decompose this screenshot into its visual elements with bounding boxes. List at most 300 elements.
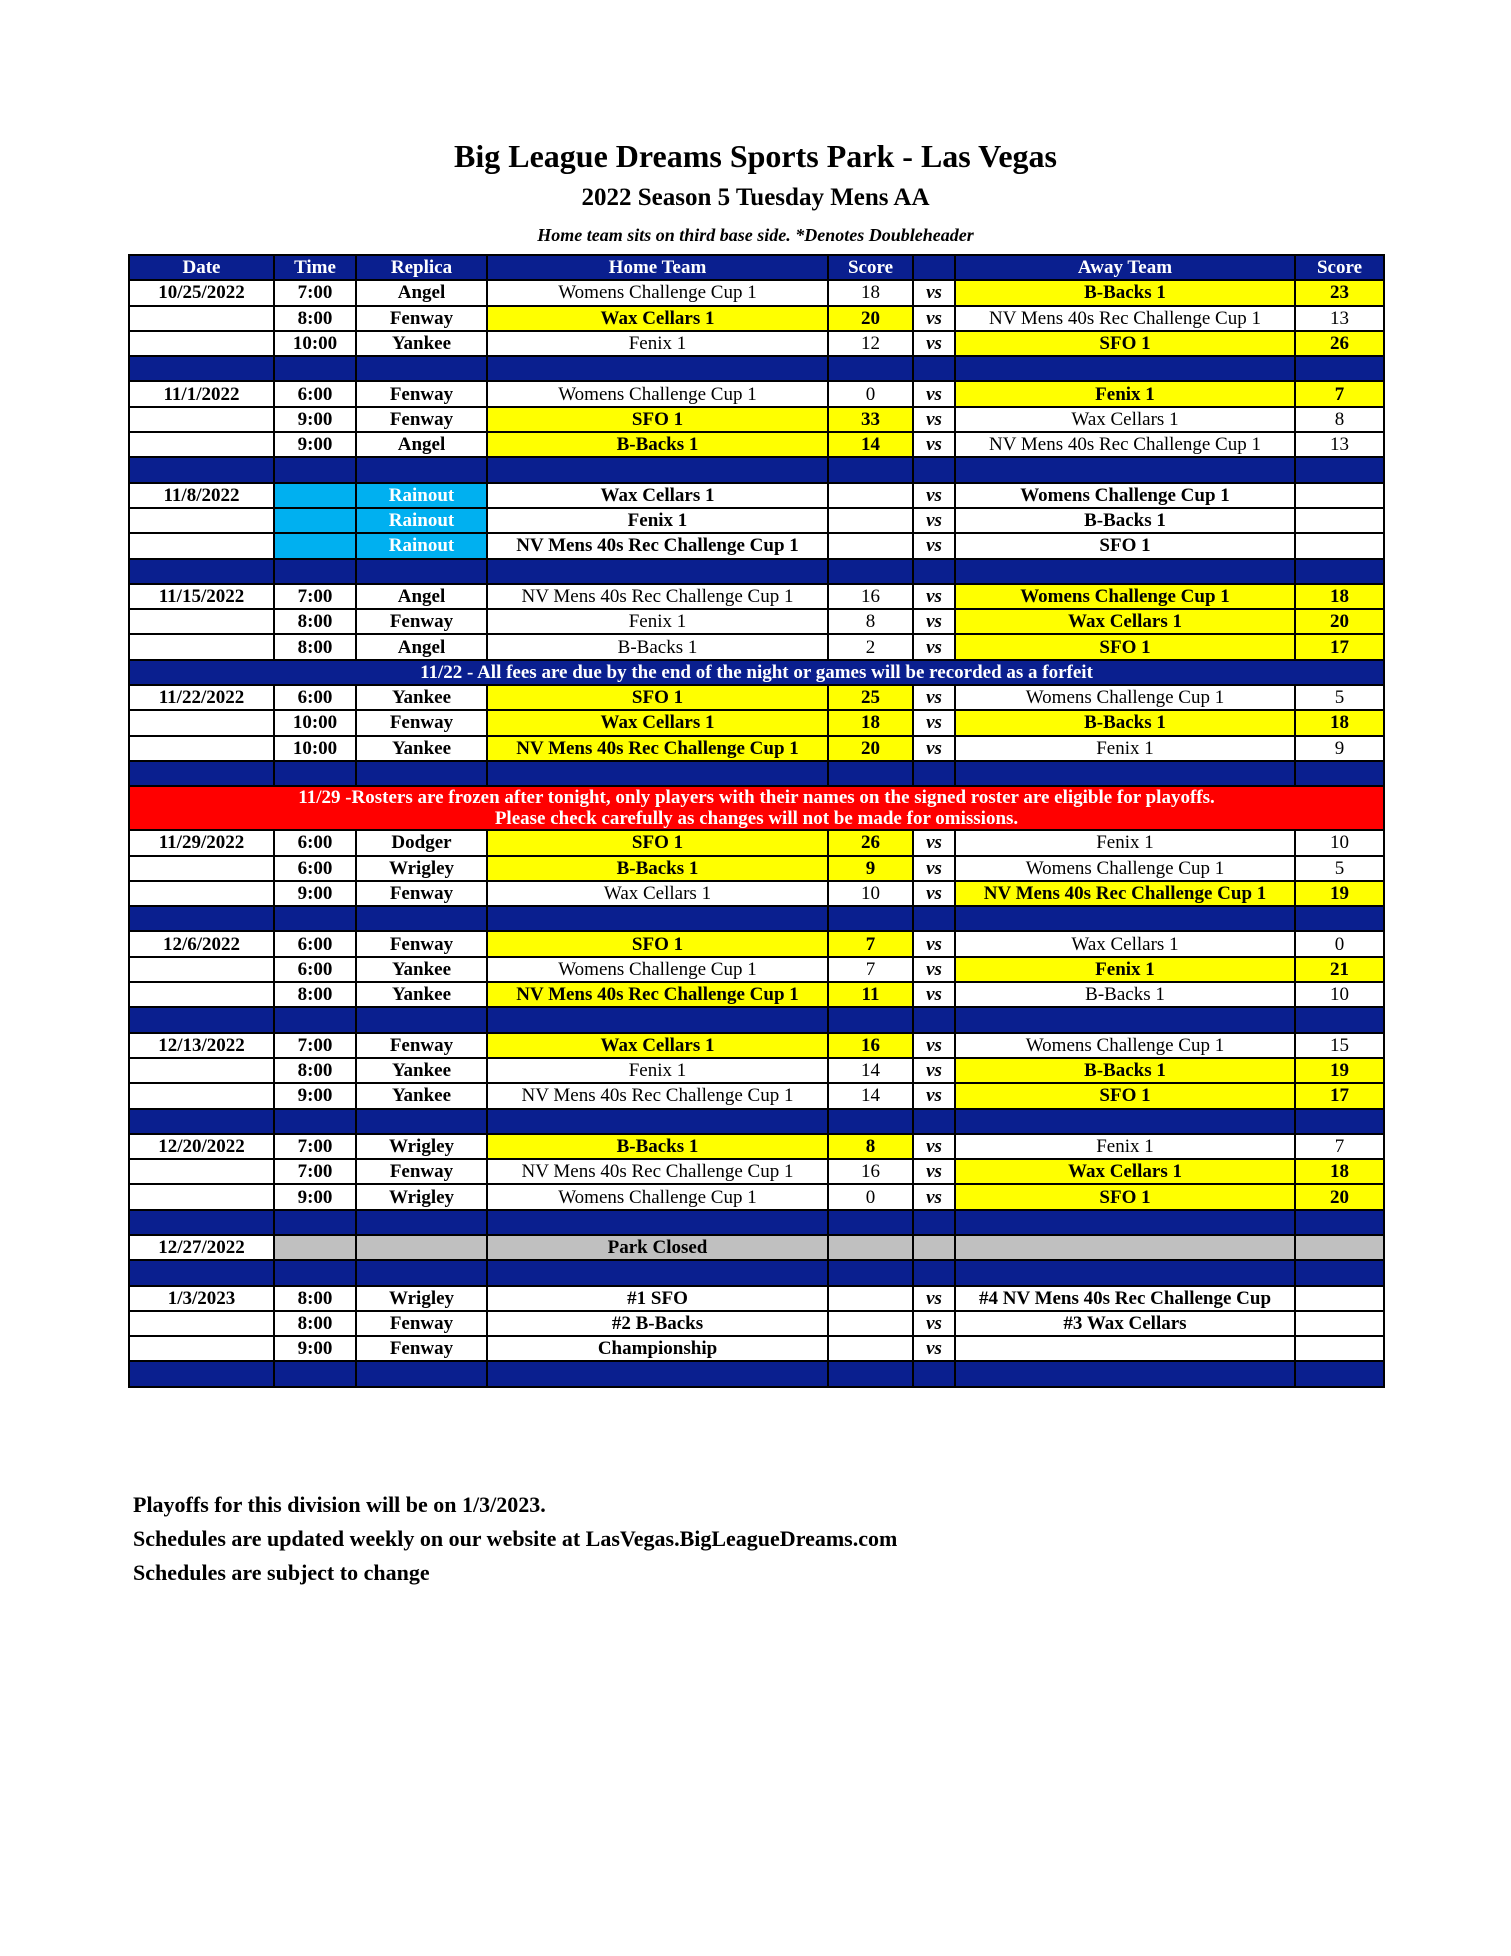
away-team-cell: NV Mens 40s Rec Challenge Cup 1 [955, 881, 1295, 906]
game-row [129, 1184, 1384, 1209]
away-team-cell: SFO 1 [955, 1083, 1295, 1108]
replica-cell: Fenway [356, 306, 487, 331]
separator-cell [274, 559, 356, 584]
time-cell: 7:00 [274, 1134, 356, 1159]
home-team-cell: Fenix 1 [487, 508, 828, 533]
date-cell: 11/8/2022 [129, 483, 274, 508]
game-row [129, 685, 1384, 710]
date-cell [129, 1083, 274, 1108]
away-team-cell: B-Backs 1 [955, 982, 1295, 1007]
home-score-cell: 0 [828, 381, 913, 406]
time-cell: 9:00 [274, 1083, 356, 1108]
time-cell [274, 483, 356, 508]
time-cell: 6:00 [274, 381, 356, 406]
separator-cell [356, 1260, 487, 1285]
separator-cell [274, 356, 356, 381]
home-score-cell: 8 [828, 1134, 913, 1159]
home-score-cell: 26 [828, 830, 913, 855]
time-cell: 7:00 [274, 584, 356, 609]
vs-cell: vs [913, 830, 955, 855]
home-team-cell: Championship [487, 1336, 828, 1361]
replica-cell: Yankee [356, 957, 487, 982]
home-team-cell: B-Backs 1 [487, 1134, 828, 1159]
separator-cell [356, 761, 487, 786]
home-score-cell [828, 1286, 913, 1311]
time-cell: 6:00 [274, 856, 356, 881]
away-team-cell: B-Backs 1 [955, 1058, 1295, 1083]
replica-cell: Dodger [356, 830, 487, 855]
vs-cell: vs [913, 584, 955, 609]
replica-cell [356, 1235, 487, 1260]
alert-line-1: 11/29 -Rosters are frozen after tonight, only players with their names on the signed roster are eligible for playoffs. [298, 787, 1215, 809]
home-score-cell [828, 508, 913, 533]
home-score-cell: 18 [828, 710, 913, 735]
vs-cell: vs [913, 736, 955, 761]
date-cell [129, 736, 274, 761]
vs-cell: vs [913, 710, 955, 735]
separator-cell [955, 1361, 1295, 1386]
replica-cell: Fenway [356, 407, 487, 432]
replica-cell: Fenway [356, 381, 487, 406]
separator-cell [129, 1007, 274, 1032]
separator-cell [487, 356, 828, 381]
home-team-cell: SFO 1 [487, 685, 828, 710]
game-row [129, 881, 1384, 906]
separator-cell [828, 356, 913, 381]
home-team-cell: SFO 1 [487, 830, 828, 855]
separator-cell [274, 457, 356, 482]
rainout-label: Rainout [356, 483, 487, 508]
home-team-cell: SFO 1 [487, 407, 828, 432]
away-team-cell: Womens Challenge Cup 1 [955, 856, 1295, 881]
separator-cell [1295, 356, 1384, 381]
replica-cell: Fenway [356, 931, 487, 956]
separator-cell [1295, 761, 1384, 786]
replica-cell: Fenway [356, 1311, 487, 1336]
replica-cell: Yankee [356, 331, 487, 356]
home-team-cell: Womens Challenge Cup 1 [487, 1184, 828, 1209]
separator-row [129, 1109, 1384, 1134]
separator-row [129, 1361, 1384, 1386]
separator-cell [274, 761, 356, 786]
date-cell [129, 856, 274, 881]
home-score-cell: 2 [828, 634, 913, 659]
home-score-cell: 25 [828, 685, 913, 710]
time-cell: 9:00 [274, 432, 356, 457]
separator-row [129, 559, 1384, 584]
col-header-time: Time [274, 255, 356, 280]
away-score-cell: 18 [1295, 1159, 1384, 1184]
page-title: Big League Dreams Sports Park - Las Vegas [454, 138, 1057, 174]
away-score-cell [1295, 1235, 1384, 1260]
time-cell: 7:00 [274, 1159, 356, 1184]
away-team-cell: NV Mens 40s Rec Challenge Cup 1 [955, 432, 1295, 457]
replica-cell: Angel [356, 634, 487, 659]
away-team-cell: SFO 1 [955, 634, 1295, 659]
col-header-away-team: Away Team [955, 255, 1295, 280]
separator-cell [487, 559, 828, 584]
rainout-label: Rainout [356, 533, 487, 558]
home-team-cell: NV Mens 40s Rec Challenge Cup 1 [487, 1159, 828, 1184]
separator-cell [487, 1260, 828, 1285]
vs-cell: vs [913, 685, 955, 710]
game-row [129, 634, 1384, 659]
home-score-cell: 33 [828, 407, 913, 432]
home-team-cell: Wax Cellars 1 [487, 306, 828, 331]
replica-cell: Yankee [356, 1083, 487, 1108]
game-row [129, 736, 1384, 761]
separator-row [129, 457, 1384, 482]
game-row [129, 957, 1384, 982]
away-team-cell: #4 NV Mens 40s Rec Challenge Cup [955, 1286, 1295, 1311]
vs-cell: vs [913, 381, 955, 406]
home-team-cell: NV Mens 40s Rec Challenge Cup 1 [487, 982, 828, 1007]
home-team-cell: Wax Cellars 1 [487, 1033, 828, 1058]
date-cell [129, 609, 274, 634]
replica-cell: Angel [356, 432, 487, 457]
date-cell [129, 957, 274, 982]
home-score-cell: 16 [828, 1033, 913, 1058]
time-cell: 8:00 [274, 1311, 356, 1336]
home-score-cell: 18 [828, 280, 913, 305]
separator-cell [955, 457, 1295, 482]
home-team-cell: #1 SFO [487, 1286, 828, 1311]
separator-row [129, 1007, 1384, 1032]
date-cell [129, 533, 274, 558]
time-cell: 6:00 [274, 957, 356, 982]
home-team-cell: SFO 1 [487, 931, 828, 956]
table-header-row [129, 255, 1384, 280]
vs-cell: vs [913, 1083, 955, 1108]
separator-cell [955, 906, 1295, 931]
home-team-cell: NV Mens 40s Rec Challenge Cup 1 [487, 584, 828, 609]
vs-cell: vs [913, 856, 955, 881]
home-score-cell [828, 533, 913, 558]
home-score-cell: 20 [828, 736, 913, 761]
col-header-replica: Replica [356, 255, 487, 280]
home-team-cell: #2 B-Backs [487, 1311, 828, 1336]
date-cell [129, 432, 274, 457]
separator-cell [828, 906, 913, 931]
away-score-cell [1295, 483, 1384, 508]
away-team-cell: SFO 1 [955, 1184, 1295, 1209]
game-row [129, 931, 1384, 956]
vs-cell: vs [913, 280, 955, 305]
away-score-cell: 13 [1295, 432, 1384, 457]
away-score-cell: 10 [1295, 830, 1384, 855]
separator-cell [828, 1210, 913, 1235]
game-row [129, 1159, 1384, 1184]
time-cell: 6:00 [274, 685, 356, 710]
time-cell: 7:00 [274, 280, 356, 305]
date-cell: 12/20/2022 [129, 1134, 274, 1159]
separator-cell [1295, 1007, 1384, 1032]
home-team-cell: Fenix 1 [487, 1058, 828, 1083]
away-score-cell: 19 [1295, 881, 1384, 906]
replica-cell: Fenway [356, 881, 487, 906]
separator-cell [828, 559, 913, 584]
col-header-date: Date [129, 255, 274, 280]
vs-cell: vs [913, 432, 955, 457]
time-cell: 8:00 [274, 306, 356, 331]
separator-cell [828, 457, 913, 482]
separator-cell [129, 559, 274, 584]
date-cell [129, 1058, 274, 1083]
separator-cell [1295, 1361, 1384, 1386]
away-score-cell [1295, 1336, 1384, 1361]
replica-cell: Yankee [356, 685, 487, 710]
vs-cell [913, 1235, 955, 1260]
home-team-cell: B-Backs 1 [487, 432, 828, 457]
replica-cell: Fenway [356, 1033, 487, 1058]
time-cell: 10:00 [274, 736, 356, 761]
vs-cell: vs [913, 957, 955, 982]
away-team-cell: Womens Challenge Cup 1 [955, 584, 1295, 609]
park-closed-row [129, 1235, 1384, 1260]
home-team-cell: Womens Challenge Cup 1 [487, 381, 828, 406]
separator-cell [828, 1109, 913, 1134]
footer-change-note: Schedules are subject to change [133, 1560, 430, 1585]
replica-cell: Wrigley [356, 856, 487, 881]
home-team-cell: Fenix 1 [487, 609, 828, 634]
schedule-table [128, 254, 1385, 1388]
away-score-cell: 5 [1295, 856, 1384, 881]
replica-cell: Angel [356, 584, 487, 609]
away-team-cell: Wax Cellars 1 [955, 407, 1295, 432]
separator-cell [487, 1361, 828, 1386]
time-cell: 9:00 [274, 881, 356, 906]
away-score-cell: 10 [1295, 982, 1384, 1007]
home-team-cell: NV Mens 40s Rec Challenge Cup 1 [487, 736, 828, 761]
notice-row [129, 660, 1384, 685]
date-cell [129, 407, 274, 432]
vs-cell: vs [913, 609, 955, 634]
schedule-note: Home team sits on third base side. *Denotes Doubleheader [537, 225, 974, 245]
vs-cell: vs [913, 1311, 955, 1336]
separator-cell [913, 1260, 955, 1285]
away-score-cell: 13 [1295, 306, 1384, 331]
away-team-cell: SFO 1 [955, 331, 1295, 356]
away-score-cell: 7 [1295, 381, 1384, 406]
separator-cell [913, 1361, 955, 1386]
separator-cell [274, 1109, 356, 1134]
replica-cell: Wrigley [356, 1184, 487, 1209]
separator-cell [129, 457, 274, 482]
away-score-cell: 8 [1295, 407, 1384, 432]
separator-cell [356, 1361, 487, 1386]
home-team-cell: B-Backs 1 [487, 634, 828, 659]
time-cell: 8:00 [274, 634, 356, 659]
date-cell: 12/27/2022 [129, 1235, 274, 1260]
away-score-cell: 17 [1295, 1083, 1384, 1108]
vs-cell: vs [913, 331, 955, 356]
col-header-vs [913, 255, 955, 280]
home-score-cell [828, 483, 913, 508]
date-cell: 10/25/2022 [129, 280, 274, 305]
away-team-cell: Fenix 1 [955, 1134, 1295, 1159]
col-header-away-score: Score [1295, 255, 1384, 280]
away-score-cell [1295, 533, 1384, 558]
separator-cell [129, 906, 274, 931]
col-header-home-team: Home Team [487, 255, 828, 280]
vs-cell: vs [913, 1033, 955, 1058]
vs-cell: vs [913, 508, 955, 533]
separator-cell [129, 356, 274, 381]
time-cell: 9:00 [274, 1336, 356, 1361]
separator-cell [274, 1361, 356, 1386]
playoff-row [129, 1311, 1384, 1336]
separator-cell [487, 1210, 828, 1235]
away-score-cell: 9 [1295, 736, 1384, 761]
replica-cell: Yankee [356, 736, 487, 761]
separator-cell [274, 1007, 356, 1032]
time-cell [274, 508, 356, 533]
away-score-cell: 18 [1295, 584, 1384, 609]
home-score-cell: 16 [828, 1159, 913, 1184]
replica-cell: Angel [356, 280, 487, 305]
away-team-cell: Fenix 1 [955, 736, 1295, 761]
separator-cell [955, 559, 1295, 584]
separator-cell [913, 761, 955, 786]
home-score-cell: 14 [828, 1058, 913, 1083]
separator-cell [955, 356, 1295, 381]
separator-row [129, 1260, 1384, 1285]
home-team-cell: NV Mens 40s Rec Challenge Cup 1 [487, 533, 828, 558]
vs-cell: vs [913, 1184, 955, 1209]
date-cell: 11/1/2022 [129, 381, 274, 406]
home-score-cell: 7 [828, 931, 913, 956]
vs-cell: vs [913, 931, 955, 956]
vs-cell: vs [913, 483, 955, 508]
game-row [129, 280, 1384, 305]
vs-cell: vs [913, 1336, 955, 1361]
park-closed-label: Park Closed [487, 1235, 828, 1260]
separator-cell [955, 1109, 1295, 1134]
time-cell: 8:00 [274, 1286, 356, 1311]
date-cell: 11/15/2022 [129, 584, 274, 609]
home-score-cell [828, 1311, 913, 1336]
home-score-cell: 8 [828, 609, 913, 634]
separator-cell [487, 906, 828, 931]
date-cell: 12/6/2022 [129, 931, 274, 956]
separator-cell [913, 906, 955, 931]
separator-cell [129, 1109, 274, 1134]
away-score-cell: 23 [1295, 280, 1384, 305]
home-score-cell: 20 [828, 306, 913, 331]
away-team-cell: Womens Challenge Cup 1 [955, 483, 1295, 508]
time-cell: 10:00 [274, 331, 356, 356]
home-team-cell: Fenix 1 [487, 331, 828, 356]
page-subtitle: 2022 Season 5 Tuesday Mens AA [581, 184, 930, 211]
separator-cell [274, 1260, 356, 1285]
separator-cell [1295, 906, 1384, 931]
schedule-body [129, 280, 1384, 1386]
separator-cell [1295, 1109, 1384, 1134]
away-team-cell: NV Mens 40s Rec Challenge Cup 1 [955, 306, 1295, 331]
playoff-row [129, 1286, 1384, 1311]
time-cell: 8:00 [274, 609, 356, 634]
replica-cell: Yankee [356, 982, 487, 1007]
separator-cell [955, 761, 1295, 786]
time-cell: 7:00 [274, 1033, 356, 1058]
away-team-cell: Womens Challenge Cup 1 [955, 1033, 1295, 1058]
date-cell [129, 1159, 274, 1184]
separator-cell [955, 1007, 1295, 1032]
separator-cell [274, 906, 356, 931]
playoff-row [129, 1336, 1384, 1361]
away-score-cell: 26 [1295, 331, 1384, 356]
date-cell [129, 982, 274, 1007]
date-cell [129, 1311, 274, 1336]
vs-cell: vs [913, 1286, 955, 1311]
date-cell: 11/29/2022 [129, 830, 274, 855]
away-score-cell [1295, 1286, 1384, 1311]
time-cell [274, 533, 356, 558]
game-row [129, 331, 1384, 356]
time-cell: 9:00 [274, 407, 356, 432]
home-team-cell: Wax Cellars 1 [487, 881, 828, 906]
separator-cell [955, 1210, 1295, 1235]
vs-cell: vs [913, 634, 955, 659]
separator-cell [828, 1361, 913, 1386]
home-score-cell [828, 1235, 913, 1260]
game-row [129, 306, 1384, 331]
footer-website-note: Schedules are updated weekly on our website at LasVegas.BigLeagueDreams.com [133, 1526, 898, 1551]
game-row [129, 710, 1384, 735]
rainout-row [129, 508, 1384, 533]
separator-cell [356, 906, 487, 931]
home-score-cell: 14 [828, 1083, 913, 1108]
home-team-cell: B-Backs 1 [487, 856, 828, 881]
replica-cell: Wrigley [356, 1286, 487, 1311]
away-team-cell: Wax Cellars 1 [955, 1159, 1295, 1184]
away-team-cell: B-Backs 1 [955, 710, 1295, 735]
replica-cell: Yankee [356, 1058, 487, 1083]
date-cell [129, 1336, 274, 1361]
away-score-cell: 7 [1295, 1134, 1384, 1159]
separator-cell [356, 559, 487, 584]
game-row [129, 1134, 1384, 1159]
game-row [129, 982, 1384, 1007]
time-cell [274, 1235, 356, 1260]
date-cell: 12/13/2022 [129, 1033, 274, 1058]
away-team-cell: Fenix 1 [955, 957, 1295, 982]
away-score-cell: 18 [1295, 710, 1384, 735]
alert-row [129, 786, 1384, 830]
away-team-cell: Fenix 1 [955, 381, 1295, 406]
replica-cell: Fenway [356, 1159, 487, 1184]
away-score-cell: 0 [1295, 931, 1384, 956]
game-row [129, 381, 1384, 406]
time-cell: 6:00 [274, 931, 356, 956]
date-cell: 11/22/2022 [129, 685, 274, 710]
home-score-cell: 16 [828, 584, 913, 609]
vs-cell: vs [913, 881, 955, 906]
home-team-cell: Womens Challenge Cup 1 [487, 280, 828, 305]
vs-cell: vs [913, 1058, 955, 1083]
home-team-cell: Wax Cellars 1 [487, 710, 828, 735]
separator-cell [487, 457, 828, 482]
away-team-cell: B-Backs 1 [955, 508, 1295, 533]
home-team-cell: Wax Cellars 1 [487, 483, 828, 508]
vs-cell: vs [913, 407, 955, 432]
time-cell: 9:00 [274, 1184, 356, 1209]
game-row [129, 1058, 1384, 1083]
separator-cell [828, 1260, 913, 1285]
home-score-cell: 0 [828, 1184, 913, 1209]
time-cell: 6:00 [274, 830, 356, 855]
date-cell [129, 1184, 274, 1209]
